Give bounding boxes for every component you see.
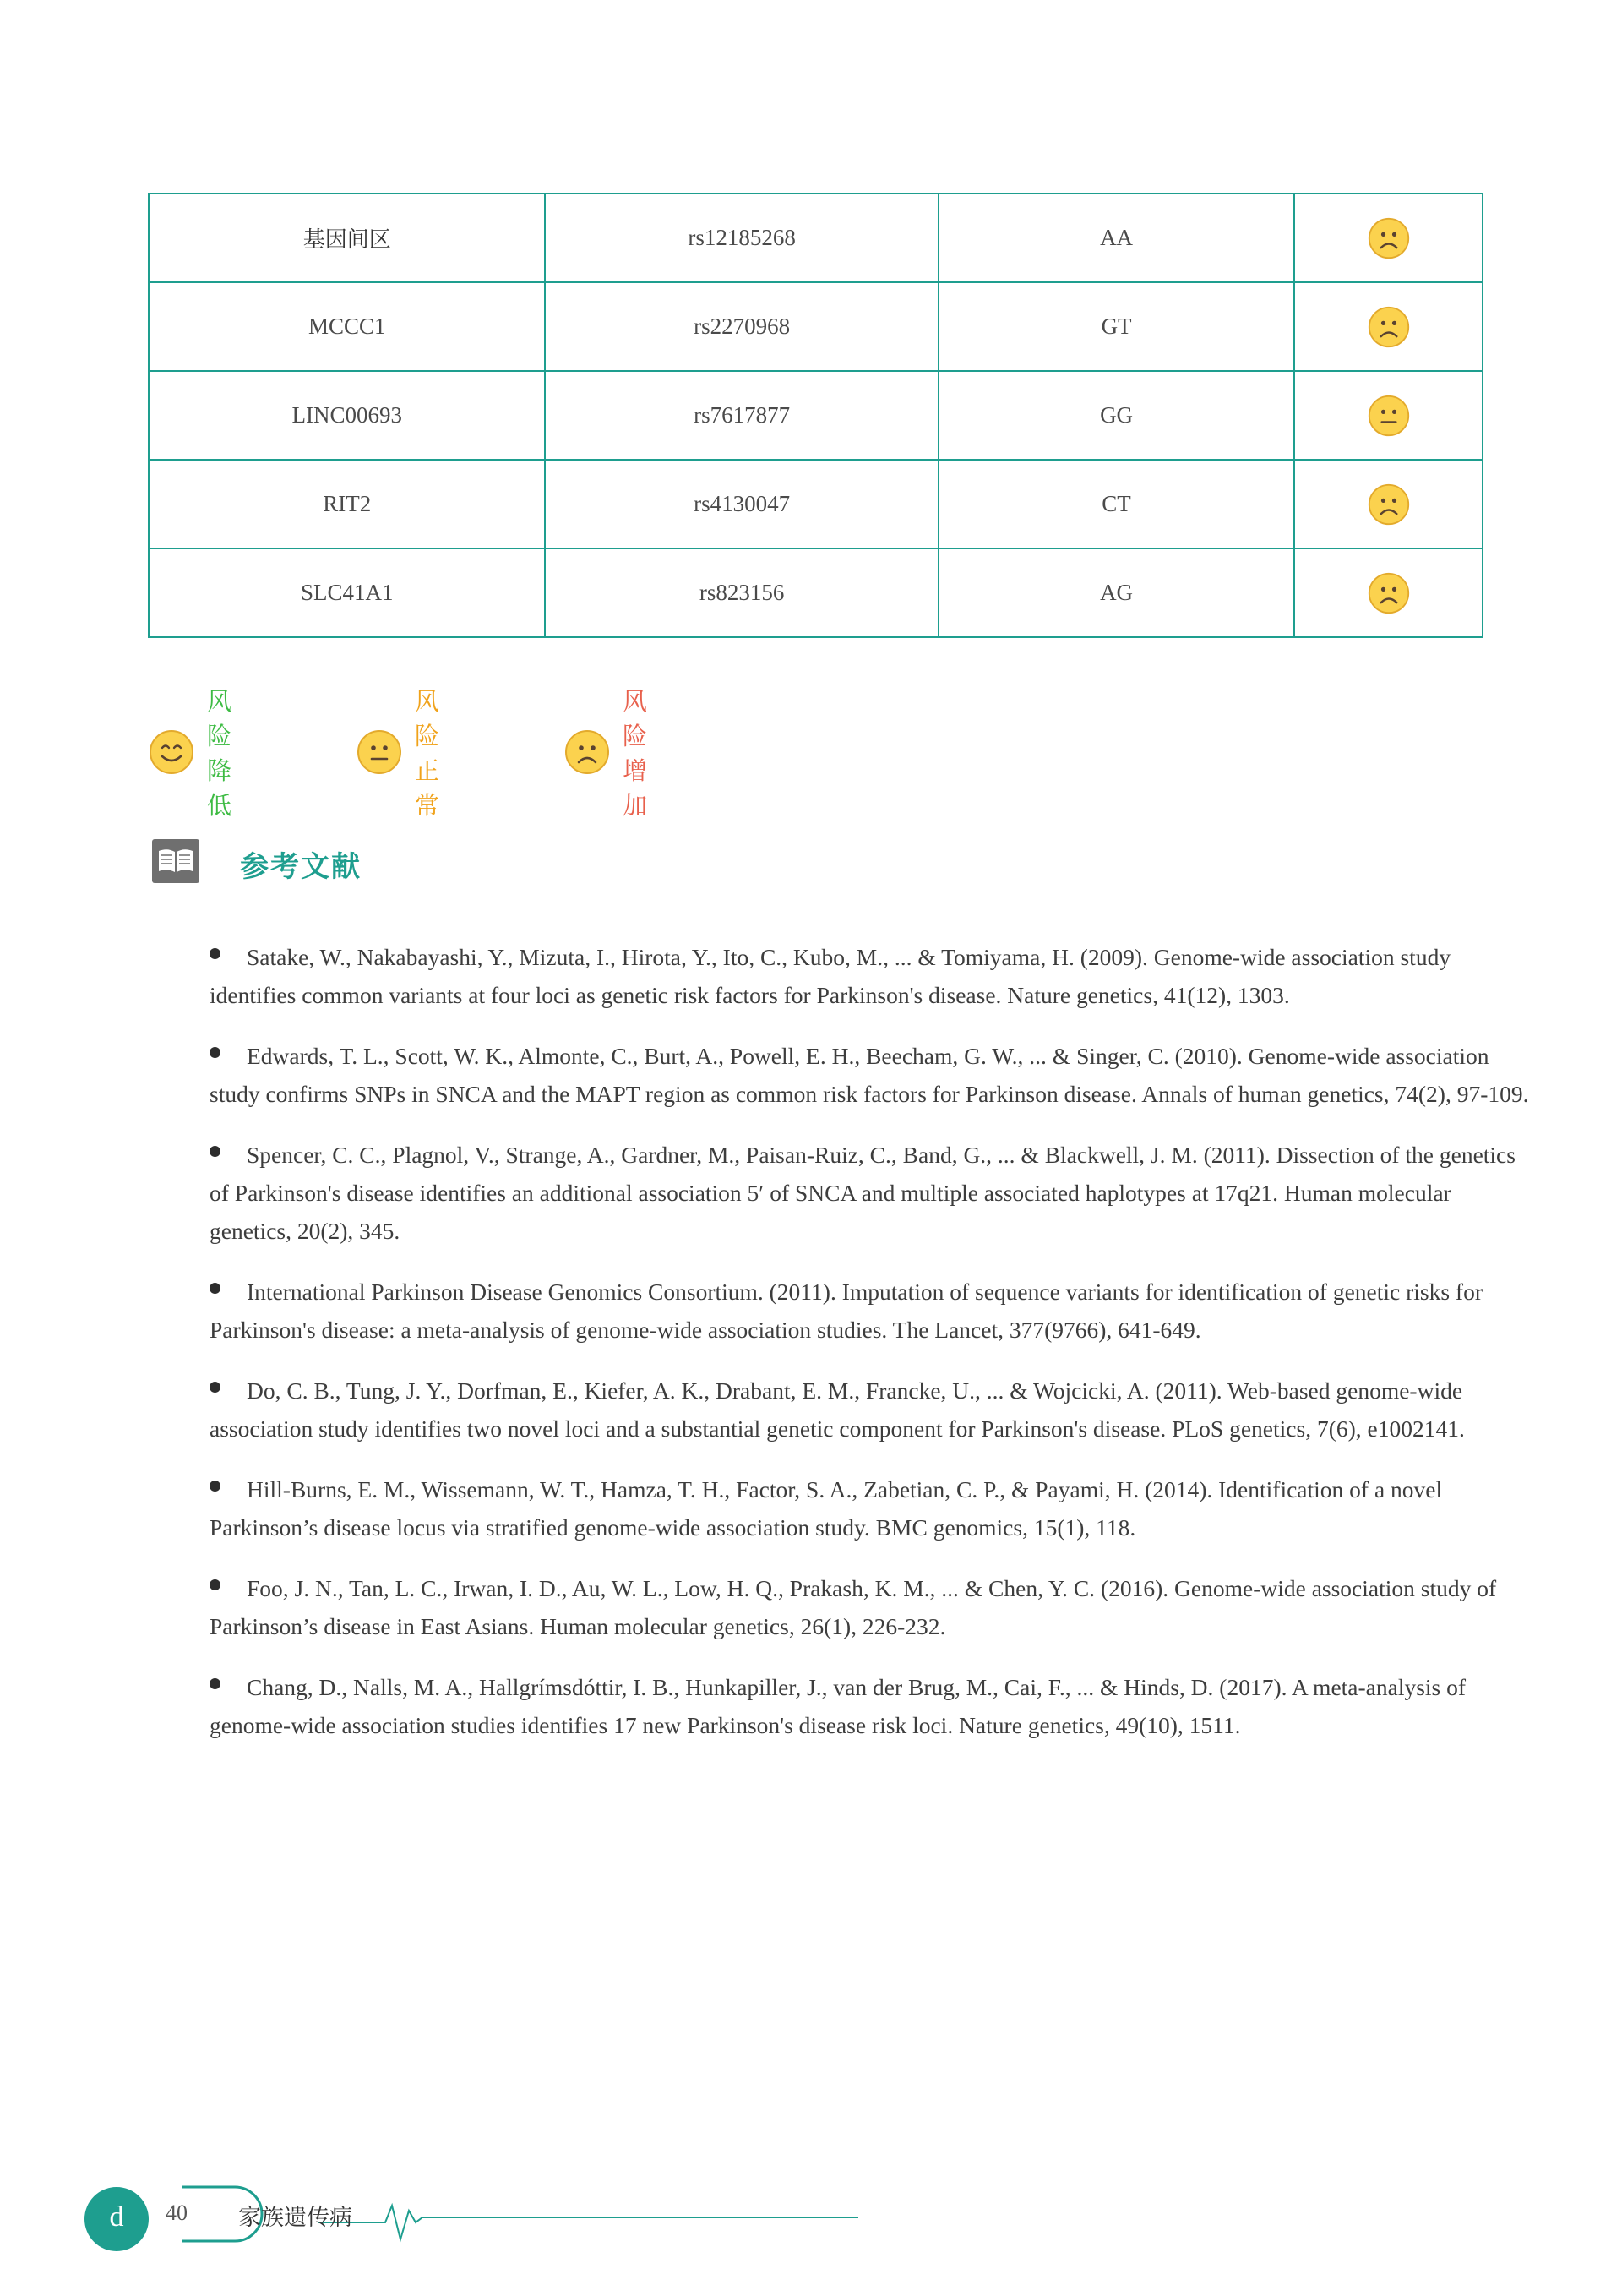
reference-text: Foo, J. N., Tan, L. C., Irwan, I. D., Au, W. L., Low, H. Q., Prakash, K. M., ... & Chen, Y. C. (2016). Genome-wide association study of Parkinson’s disease in East Asians. Human molecular genetics, 26(1), 226-232. xyxy=(210,1575,1497,1639)
footer-decoration xyxy=(81,2172,858,2256)
bullet-icon xyxy=(210,1382,220,1393)
bullet-icon xyxy=(210,1579,220,1590)
bullet-icon xyxy=(210,948,220,959)
genotype-cell: AA xyxy=(939,194,1294,282)
reference-item xyxy=(210,1273,1532,1349)
reference-item xyxy=(210,1668,1532,1744)
legend-item-normal xyxy=(356,683,439,821)
footer-title: 家族遗传病 xyxy=(238,2205,352,2231)
legend-label-low: 风险降低 xyxy=(207,687,232,820)
neutral-face-icon xyxy=(1367,394,1411,438)
gene-risk-table xyxy=(148,193,1483,638)
genotype-cell: GG xyxy=(939,371,1294,460)
risk-cell xyxy=(1294,371,1483,460)
legend-item-low xyxy=(148,683,231,821)
page-number: 40 xyxy=(166,2201,188,2225)
reference-text: Edwards, T. L., Scott, W. K., Almonte, C., Burt, A., Powell, E. H., Beecham, G. W., ... & Singer, C. (2010). Genome-wide association study confirms SNPs in SNCA and the MAPT region as common risk factors for Parkinson disease. Annals of human genetics, 74(2), 97-109. xyxy=(210,1043,1529,1107)
page-badge: d xyxy=(84,2187,149,2251)
gene-cell: SLC41A1 xyxy=(149,548,545,637)
reference-text: Chang, D., Nalls, M. A., Hallgrímsdóttir, I. B., Hunkapiller, J., van der Brug, M., Cai, F., ... & Hinds, D. (2017). A meta-analysis of genome-wide association studies identifies 17 new Parkinson's disease risk loci. Nature genetics, 49(10), 1511. xyxy=(210,1674,1467,1738)
bullet-icon xyxy=(210,1481,220,1492)
rsid-cell: rs12185268 xyxy=(545,194,938,282)
reference-item xyxy=(210,1136,1532,1250)
reference-text: Hill-Burns, E. M., Wissemann, W. T., Hamza, T. H., Factor, S. A., Zabetian, C. P., & Payami, H. (2014). Identification of a novel Parkinson’s disease locus via stratified genome-wide association study. BMC genomics, 15(1), 118. xyxy=(210,1476,1443,1541)
gene-cell: RIT2 xyxy=(149,460,545,548)
risk-cell xyxy=(1294,548,1483,637)
sad-face-icon xyxy=(1367,305,1411,349)
neutral-face-icon xyxy=(356,728,403,776)
reference-text: International Parkinson Disease Genomics Consortium. (2011). Imputation of sequence variants for identification of genetic risks for Parkinson's disease: a meta-analysis of genome-wide association studies. The Lancet, 377(9766), 641-649. xyxy=(210,1279,1483,1343)
sad-face-icon xyxy=(563,728,611,776)
table-body xyxy=(149,194,1483,637)
gene-cell: LINC00693 xyxy=(149,371,545,460)
reference-item xyxy=(210,938,1532,1014)
sad-face-icon xyxy=(1367,483,1411,526)
reference-text: Do, C. B., Tung, J. Y., Dorfman, E., Kiefer, A. K., Drabant, E. M., Francke, U., ... & Wojcicki, A. (2011). Web-based genome-wide association study identifies two novel loci and a substantial genetic component for Parkinson's disease. PLoS genetics, 7(6), e1002141. xyxy=(210,1377,1465,1442)
bullet-icon xyxy=(210,1146,220,1157)
genotype-cell: AG xyxy=(939,548,1294,637)
reference-item xyxy=(210,1470,1532,1546)
bullet-icon xyxy=(210,1047,220,1058)
table-row xyxy=(149,371,1483,460)
smile-face-icon xyxy=(148,728,195,776)
rsid-cell: rs2270968 xyxy=(545,282,938,371)
genotype-cell: GT xyxy=(939,282,1294,371)
legend-label-high: 风险增加 xyxy=(623,687,648,820)
table-row xyxy=(149,460,1483,548)
risk-cell xyxy=(1294,194,1483,282)
legend-item-high xyxy=(563,683,647,821)
legend-label-normal: 风险正常 xyxy=(415,687,440,820)
rsid-cell: rs4130047 xyxy=(545,460,938,548)
book-icon xyxy=(152,839,199,883)
reference-item xyxy=(210,1037,1532,1113)
risk-cell xyxy=(1294,460,1483,548)
table-row xyxy=(149,282,1483,371)
bullet-icon xyxy=(210,1678,220,1689)
references-title: 参考文献 xyxy=(240,850,362,884)
reference-item xyxy=(210,1569,1532,1645)
table-row xyxy=(149,548,1483,637)
gene-cell: 基因间区 xyxy=(149,194,545,282)
risk-cell xyxy=(1294,282,1483,371)
table-row xyxy=(149,194,1483,282)
rsid-cell: rs7617877 xyxy=(545,371,938,460)
references-list xyxy=(210,938,1532,1767)
reference-text: Spencer, C. C., Plagnol, V., Strange, A., Gardner, M., Paisan-Ruiz, C., Band, G., ... & Blackwell, J. M. (2011). Dissection of the genetics of Parkinson's disease identifies an additional association 5′ of SNCA and multiple associated haplotypes at 17q21. Human molecular genetics, 20(2), 345. xyxy=(210,1142,1516,1244)
bullet-icon xyxy=(210,1283,220,1294)
sad-face-icon xyxy=(1367,216,1411,260)
reference-item xyxy=(210,1372,1532,1448)
genotype-cell: CT xyxy=(939,460,1294,548)
sad-face-icon xyxy=(1367,571,1411,615)
gene-cell: MCCC1 xyxy=(149,282,545,371)
rsid-cell: rs823156 xyxy=(545,548,938,637)
reference-text: Satake, W., Nakabayashi, Y., Mizuta, I., Hirota, Y., Ito, C., Kubo, M., ... & Tomiyama, H. (2009). Genome-wide association study identifies common variants at four loci as genetic risk factors for Parkinson's disease. Nature genetics, 41(12), 1303. xyxy=(210,944,1451,1008)
